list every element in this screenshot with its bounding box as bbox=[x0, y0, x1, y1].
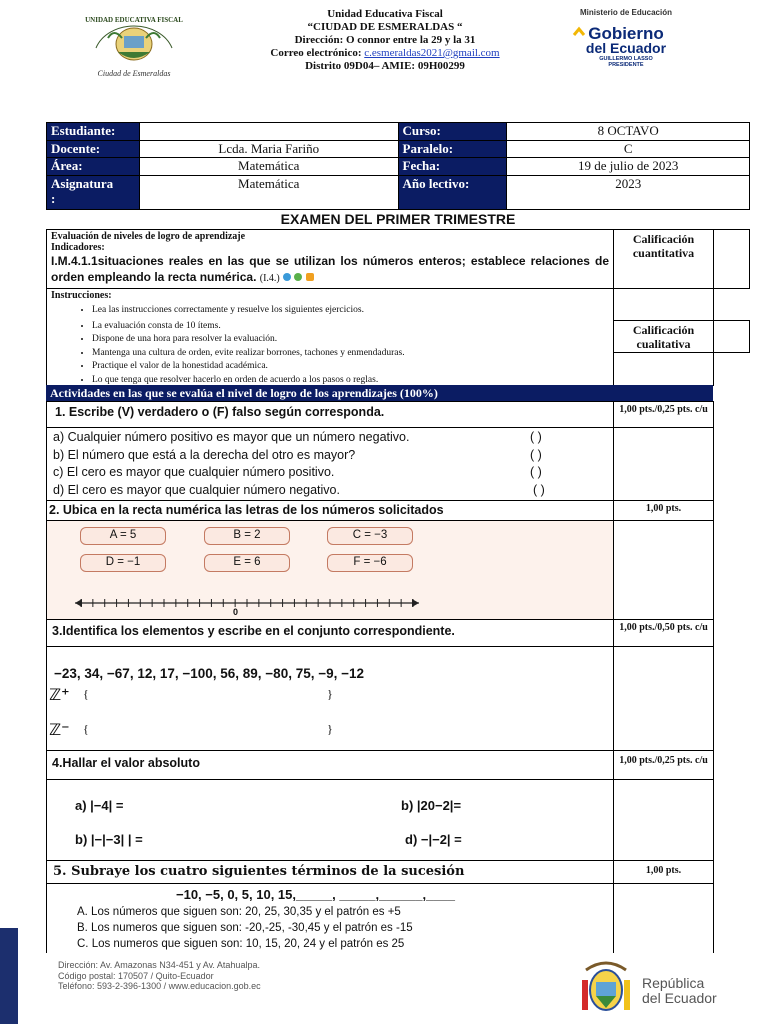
instructions-list bbox=[47, 304, 613, 387]
indicator-badge-icon bbox=[306, 273, 314, 281]
ecuador-coat-of-arms-icon bbox=[576, 956, 636, 1018]
instruction-item: • La evaluación consta de 10 ítems. bbox=[92, 320, 613, 334]
q1-statement-c bbox=[53, 464, 607, 482]
q4-title-cell bbox=[46, 750, 614, 780]
q5-option-c[interactable]: C. Los numeros que siguen son: 10, 15, 20, 24 y el patrón es 25 bbox=[77, 938, 405, 950]
q5-option-a[interactable]: A. Los números que siguen son: 20, 25, 30,35 y el patrón es +5 bbox=[77, 906, 401, 918]
del-ecuador-text: del Ecuador bbox=[642, 990, 717, 1006]
q3-body bbox=[46, 646, 614, 751]
cualitativa-grade-field[interactable] bbox=[613, 352, 714, 386]
gobierno-ecuador-icon bbox=[566, 17, 686, 67]
exam-title: EXAMEN DEL PRIMER TRIMESTRE bbox=[280, 211, 516, 227]
z-plus-close: } bbox=[327, 687, 333, 701]
q1-points: 1,00 pts./0,25 pts. c/u bbox=[613, 401, 714, 428]
info-row bbox=[47, 140, 750, 158]
republica-text: República bbox=[642, 975, 705, 991]
q1-title: 1. Escribe (V) verdadero o (F) falso según corresponda. bbox=[55, 405, 385, 419]
q1-text-d: d) El cero es mayor que cualquier número negativo. bbox=[53, 482, 340, 497]
asignatura-value: Matemática bbox=[139, 175, 398, 209]
asignatura-label bbox=[47, 175, 140, 209]
docente-value: Lcda. Maria Fariño bbox=[139, 140, 398, 158]
footer-side-bar bbox=[0, 928, 18, 1024]
calificacion-cualitativa: Calificación cualitativa bbox=[632, 323, 695, 351]
instruction-item: • Practique el valor de la honestidad académica. bbox=[92, 360, 613, 374]
q4-item-d: d) −|−2| = bbox=[405, 832, 462, 847]
q3-score-field[interactable] bbox=[613, 646, 714, 751]
asignatura-label-text: Asignatura bbox=[51, 175, 114, 191]
cuantitativa-grade-field[interactable] bbox=[613, 288, 714, 321]
q1-score-field[interactable] bbox=[613, 427, 714, 501]
gov-sub2: PRESIDENTE bbox=[608, 62, 644, 67]
docente-label: Docente: bbox=[47, 140, 140, 158]
cualitativa-label-cell bbox=[613, 320, 714, 353]
q2-title-cell bbox=[46, 500, 614, 521]
footer-line-2: Código postal: 170507 / Quito-Ecuador bbox=[58, 970, 214, 981]
q1-statements bbox=[47, 428, 613, 500]
fecha-label: Fecha: bbox=[398, 158, 507, 176]
curso-value: 8 OCTAVO bbox=[507, 123, 750, 141]
school-logo bbox=[78, 8, 190, 80]
q1-text-c: c) El cero es mayor que cualquier número positivo. bbox=[53, 465, 335, 479]
cuantitativa-field[interactable] bbox=[713, 229, 750, 289]
q2-points: 1,00 pts. bbox=[613, 500, 714, 521]
q2-tag-c: C = −3 bbox=[327, 527, 413, 545]
curso-label: Curso: bbox=[398, 123, 507, 141]
estudiante-field[interactable] bbox=[139, 123, 398, 141]
area-label: Área: bbox=[47, 158, 140, 176]
q1-answer-a[interactable]: ( ) bbox=[530, 430, 542, 444]
evaluation-box bbox=[46, 229, 614, 289]
q1-statement-a bbox=[53, 429, 607, 447]
ministry-label: Ministerio de Educación bbox=[579, 8, 672, 17]
q2-tag-a: A = 5 bbox=[80, 527, 166, 545]
evaluation-heading: Evaluación de niveles de logro de aprendizaje bbox=[51, 231, 246, 242]
q3-points: 1,00 pts./0,50 pts. c/u bbox=[613, 619, 714, 647]
indicator-text bbox=[47, 253, 613, 287]
government-logo bbox=[566, 8, 686, 72]
q3-title-cell bbox=[46, 619, 614, 647]
activities-bar: Actividades en las que se evalúa el nivel de logro de los aprendizajes (100%) bbox=[46, 385, 713, 402]
q2-tag-e: E = 6 bbox=[204, 554, 290, 572]
number-line-zero: 0 bbox=[233, 607, 239, 617]
school-type: Unidad Educativa Fiscal bbox=[327, 8, 443, 20]
indicator-code: (I.4.) bbox=[259, 273, 280, 284]
paralelo-label: Paralelo: bbox=[398, 140, 507, 158]
republica-ecuador-text bbox=[642, 976, 717, 1006]
instruction-item: • Dispone de una hora para resolver la evaluación. bbox=[92, 333, 613, 347]
q5-points: 1,00 pts. bbox=[613, 860, 714, 884]
info-row bbox=[47, 175, 750, 209]
q2-body bbox=[46, 520, 614, 620]
q1-statement-d bbox=[53, 482, 607, 500]
q4-title: 4.Hallar el valor absoluto bbox=[52, 756, 200, 770]
z-minus-symbol: ℤ⁻ bbox=[49, 720, 70, 739]
q1-answer-c[interactable]: ( ) bbox=[530, 465, 542, 479]
fecha-value: 19 de julio de 2023 bbox=[507, 158, 750, 176]
q1-text-a: a) Cualquier número positivo es mayor que un número negativo. bbox=[53, 430, 410, 444]
indicator-badge-icon bbox=[294, 273, 302, 281]
instructions-box bbox=[46, 288, 614, 386]
instructions-label: Instrucciones: bbox=[51, 290, 112, 301]
area-value: Matemática bbox=[139, 158, 398, 176]
school-logo-arc-text: UNIDAD EDUCATIVA FISCAL bbox=[85, 16, 183, 24]
q1-text-b: b) El número que está a la derecha del otro es mayor? bbox=[53, 447, 356, 462]
gov-sub1: GUILLERMO LASSO bbox=[599, 56, 653, 62]
ano-label: Año lectivo: bbox=[398, 175, 507, 209]
instruction-item: • Lo que tenga que resolver hacerlo en orden de acuerdo a los pasos o reglas. bbox=[92, 374, 613, 388]
q5-title-cell bbox=[46, 860, 614, 884]
q2-tag-f: F = −6 bbox=[327, 554, 413, 572]
instruction-item: • Mantenga una cultura de orden, evite realizar borrones, tachones y enmendaduras. bbox=[92, 347, 613, 361]
z-minus-field[interactable] bbox=[93, 722, 321, 736]
student-info-table bbox=[46, 122, 750, 210]
cuantitativa-label-cell bbox=[613, 229, 714, 289]
q1-title-cell bbox=[46, 401, 614, 428]
q2-tag-b: B = 2 bbox=[204, 527, 290, 545]
q5-title: 5. Subraye los cuatro siguientes términos de la sucesión bbox=[53, 864, 465, 879]
cualitativa-field[interactable] bbox=[713, 320, 750, 353]
number-line[interactable] bbox=[67, 591, 427, 615]
estudiante-label: Estudiante: bbox=[47, 123, 140, 141]
paralelo-value: C bbox=[507, 140, 750, 158]
calificacion-cuantitativa: Calificación cuantitativa bbox=[632, 232, 695, 260]
school-header bbox=[200, 8, 570, 73]
q1-statement-b bbox=[53, 447, 607, 465]
q1-answer-b[interactable]: ( ) bbox=[530, 447, 542, 462]
q4-item-c: b) |−|−3| | = bbox=[75, 832, 143, 847]
q5-sequence: −10, −5, 0, 5, 10, 15,_____, _____,______,____ bbox=[176, 887, 456, 902]
gov-bottom-text: del Ecuador bbox=[585, 40, 667, 56]
indicators-label: Indicadores: bbox=[51, 242, 105, 253]
footer-address bbox=[58, 960, 261, 992]
indicator-main: I.M.4.1.1situaciones reales en las que se utilizan los números enteros; establece relaciones de orden empleando la recta numérica. bbox=[51, 254, 609, 284]
q2-tag-d: D = −1 bbox=[80, 554, 166, 572]
school-name: “CIUDAD DE ESMERALDAS “ bbox=[307, 21, 463, 33]
z-minus-open: { bbox=[83, 722, 89, 736]
q3-title: 3.Identifica los elementos y escribe en el conjunto correspondiente. bbox=[52, 624, 455, 638]
q1-answer-d[interactable]: ( ) bbox=[533, 482, 545, 497]
school-logo-signature: Ciudad de Esmeraldas bbox=[97, 69, 171, 78]
ano-value: 2023 bbox=[507, 175, 750, 209]
q1-body bbox=[46, 427, 614, 501]
z-plus-symbol: ℤ⁺ bbox=[49, 685, 70, 704]
school-email-line bbox=[200, 47, 570, 60]
footer-line-3: Teléfono: 593-2-396-1300 / www.educacion.gob.ec bbox=[58, 981, 261, 991]
q5-score-field[interactable] bbox=[613, 883, 714, 953]
q4-score-field[interactable] bbox=[613, 779, 714, 861]
q3-numbers: −23, 34, −67, 12, 17, −100, 56, 89, −80, 75, −9, −12 bbox=[54, 666, 365, 681]
info-row bbox=[47, 158, 750, 176]
q4-points: 1,00 pts./0,25 pts. c/u bbox=[613, 750, 714, 780]
email-link[interactable]: c.esmeraldas2021@gmail.com bbox=[364, 47, 500, 59]
email-label: Correo electrónico: bbox=[270, 47, 365, 59]
indicator-badge-icon bbox=[283, 273, 291, 281]
q5-options bbox=[77, 904, 413, 952]
footer-line-1: Dirección: Av. Amazonas N34-451 y Av. Atahualpa. bbox=[58, 960, 260, 970]
q5-body bbox=[46, 883, 614, 953]
q2-score-field[interactable] bbox=[613, 520, 714, 620]
z-plus-field[interactable] bbox=[93, 687, 321, 701]
q2-title: 2. Ubica en la recta numérica las letras de los números solicitados bbox=[49, 503, 444, 517]
gov-top-text: Gobierno bbox=[588, 24, 664, 43]
q4-item-b: b) |20−2|= bbox=[401, 798, 462, 813]
school-district: Distrito 09D04– AMIE: 09H00299 bbox=[305, 60, 465, 72]
asignatura-colon: : bbox=[51, 190, 56, 206]
z-plus-open: { bbox=[83, 687, 89, 701]
instruction-item: • Lea las instrucciones correctamente y resuelve los siguientes ejercicios. bbox=[92, 304, 613, 318]
q5-option-b[interactable]: B. Los numeros que siguen son: -20,-25, -30,45 y el patrón es -15 bbox=[77, 922, 413, 934]
info-row bbox=[47, 123, 750, 141]
q4-body bbox=[46, 779, 614, 861]
q4-item-a: a) |−4| = bbox=[75, 798, 124, 813]
school-address: Dirección: O connor entre la 29 y la 31 bbox=[294, 34, 476, 46]
z-minus-close: } bbox=[327, 722, 333, 736]
